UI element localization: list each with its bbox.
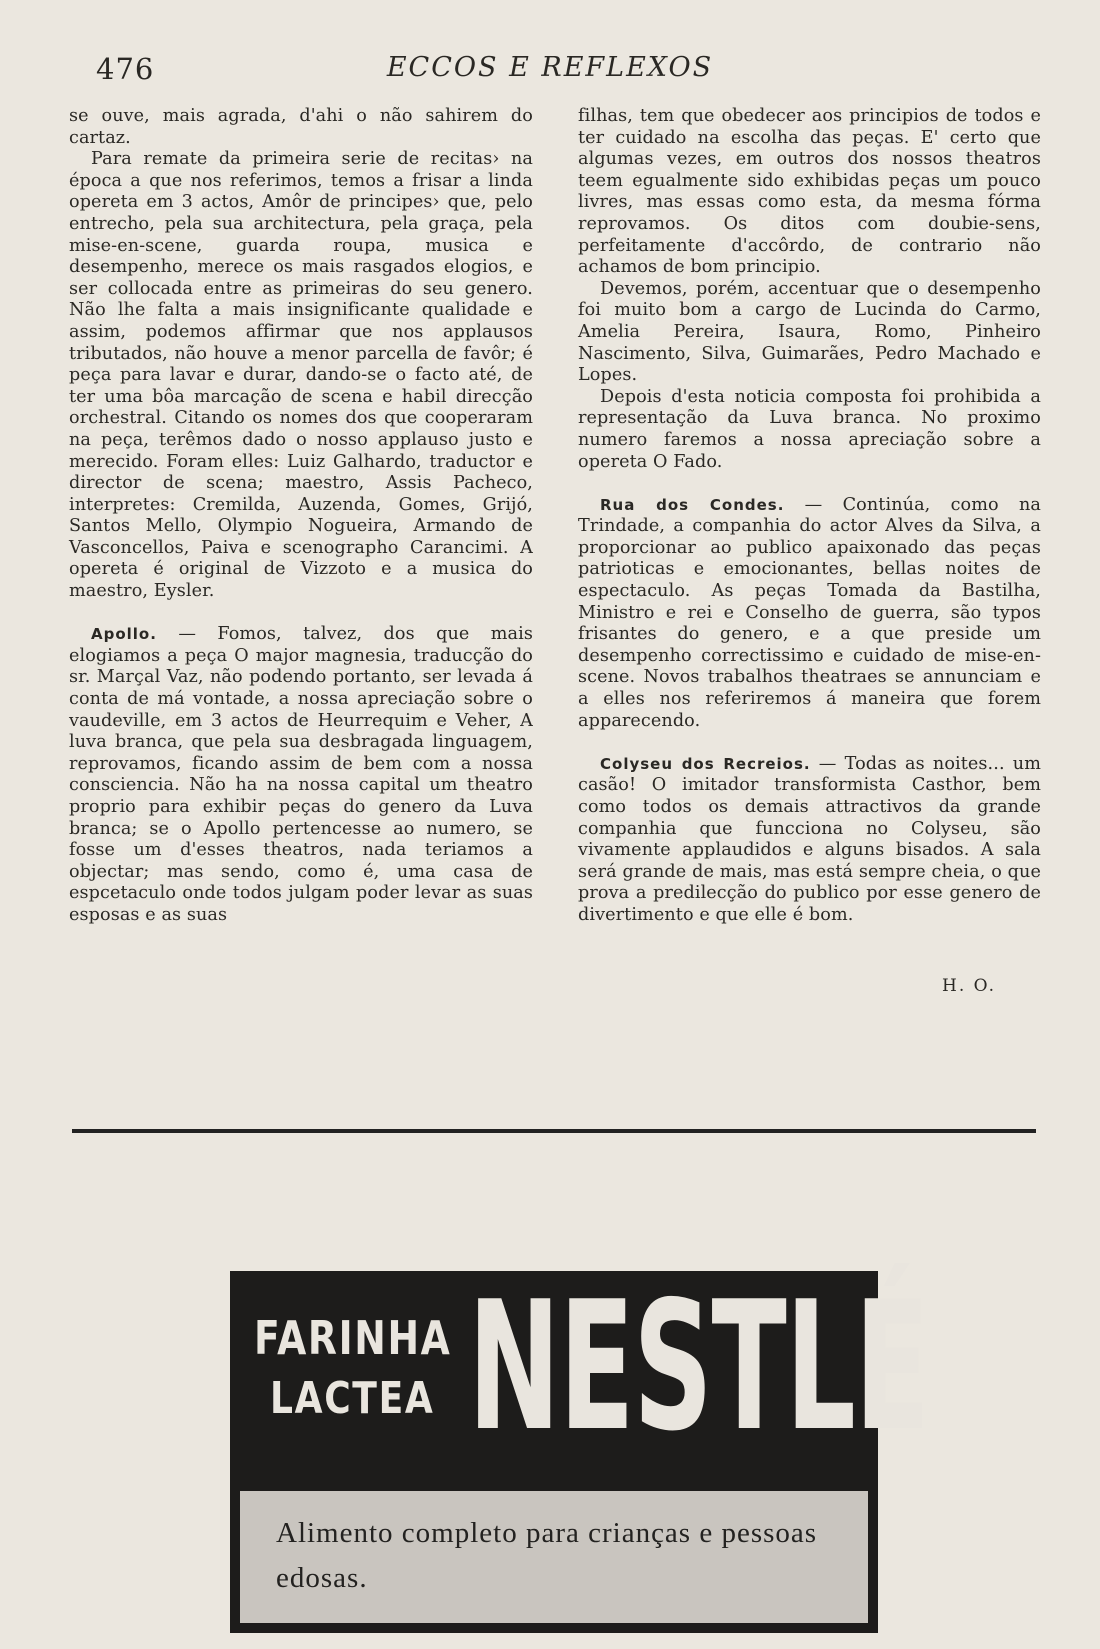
- paragraph: se ouve, mais agrada, d'ahi o não sahirem do cartaz.: [69, 106, 533, 148]
- paragraph: Devemos, porém, accentuar que o desempenho foi muito bom a cargo de Lucinda do Carmo, Amelia Pereira, Isaura, Romo, Pinheiro Nascimento, Silva, Guimarães, Pedro Machado e Lopes.: [578, 278, 1041, 386]
- section-text: — Todas as noites... um casão! O imitador transformista Casthor, bem como todos os demais attractivos da grande companhia que funcciona no Colyseu, são vivamente applaudidos e alguns bisados. A sala será grande de mais, mas está sempre cheia, o que prova a predilecção do publico por esse genero de divertimento e que elle é bom.: [578, 753, 1042, 925]
- nestle-advertisement: [230, 1263, 929, 1633]
- ad-line-lactea: LACTEA: [270, 1373, 435, 1424]
- ad-slogan-panel: [240, 1491, 868, 1623]
- page-number: 476: [96, 52, 155, 86]
- paragraph: Para remate da primeira serie de recitas› na época a que nos referimos, temos a frisar a linda opereta em 3 actos, Amôr de principes› que, pelo entrecho, pela sua architectura, pela graça, pela mise-en-scene, guarda roupa, musica e desempenho, merece os mais rasgados elogios, e ser collocada entre as primeiras do seu genero. Não lhe falta a mais insignificante qualidade e assim, podemos affirmar que nos applausos tributados, não houve a menor parcella de favôr; é peça para lavar e durar, dando-se o facto até, de ter uma bôa marcação de scena e habil direcção orchestral. Citando os nomes dos que cooperaram na peça, terêmos dado o nosso applauso justo e merecido. Foram elles: Luiz Galhardo, traductor e director de scena; maestro, Assis Pacheco, interpretes: Cremilda, Auzenda, Gomes, Grijó, Santos Mello, Olympio Nogueira, Armando de Vasconcellos, Paiva e scenographo Carancimi. A opereta é original de Vizzoto e a musica do maestro, Eysler.: [69, 149, 533, 602]
- right-column: [578, 106, 1041, 927]
- ad-line-farinha: FARINHA: [254, 1311, 452, 1365]
- running-head: ECCOS E REFLEXOS: [386, 52, 714, 83]
- author-signature: H. O.: [942, 976, 996, 996]
- section-text: — Continúa, como na Trindade, a companhia do actor Alves da Silva, a proporcionar ao publico apaixonado das peças patrioticas e emocionantes, bellas noites de espectaculo. As peças Tomada da Bastilha, Ministro e rei e Conselho de guerra, são typos frisantes do genero, e a que preside um desempenho correctissimo e cuidado de mise-en-scene. Novos trabalhos theatraes se annunciam e a elles nos referiremos á maneira que forem apparecendo.: [578, 494, 1041, 731]
- section-heading: Rua dos Condes.: [600, 495, 785, 514]
- paragraph: filhas, tem que obedecer aos principios de todos e ter cuidado na escolha das peças. E' certo que algumas vezes, em outros dos nossos theatros teem egualmente sido exhibidas peças um pouco livres, mas essas como esta, da mesma fórma reprovamos. Os ditos com doubie-sens, perfeitamente d'accôrdo, de contrario não achamos de bom principio.: [578, 106, 1041, 278]
- paragraph: Depois d'esta noticia composta foi prohibida a representação da Luva branca. No proximo numero faremos a nossa apreciação sobre a opereta O Fado.: [578, 386, 1041, 472]
- section-text: — Fomos, talvez, dos que mais elogiamos a peça O major magnesia, traducção do sr. Marçal Vaz, não podendo portanto, ser levada á conta de má vontade, a nossa apreciação sobre o vaudeville, em 3 actos de Heurrequim e Veher, A luva branca, que pela sua desbragada linguagem, reprovamos, ficando assim de bem com a nossa consciencia. Não ha na nossa capital um theatro proprio para exhibir peças do genero da Luva branca; se o Apollo pertencesse ao numero, se fosse um d'esses theatros, nada teriamos a objectar; mas sendo, como é, uma casa de espcetaculo onde todos julgam poder levar as suas esposas e as suas: [69, 624, 533, 925]
- section-apollo: [69, 624, 533, 926]
- ad-brand-name: NESTLÉ: [468, 1263, 929, 1470]
- section-heading: Colyseu dos Recreios.: [600, 754, 811, 773]
- section-heading: Apollo.: [91, 625, 157, 644]
- horizontal-rule: [72, 1129, 1036, 1133]
- left-column: [69, 106, 533, 927]
- section-colyseu: [578, 754, 1041, 927]
- ad-slogan: Alimento completo para crianças e pessoas edosas.: [276, 1517, 818, 1594]
- section-rua-dos-condes: [578, 495, 1041, 733]
